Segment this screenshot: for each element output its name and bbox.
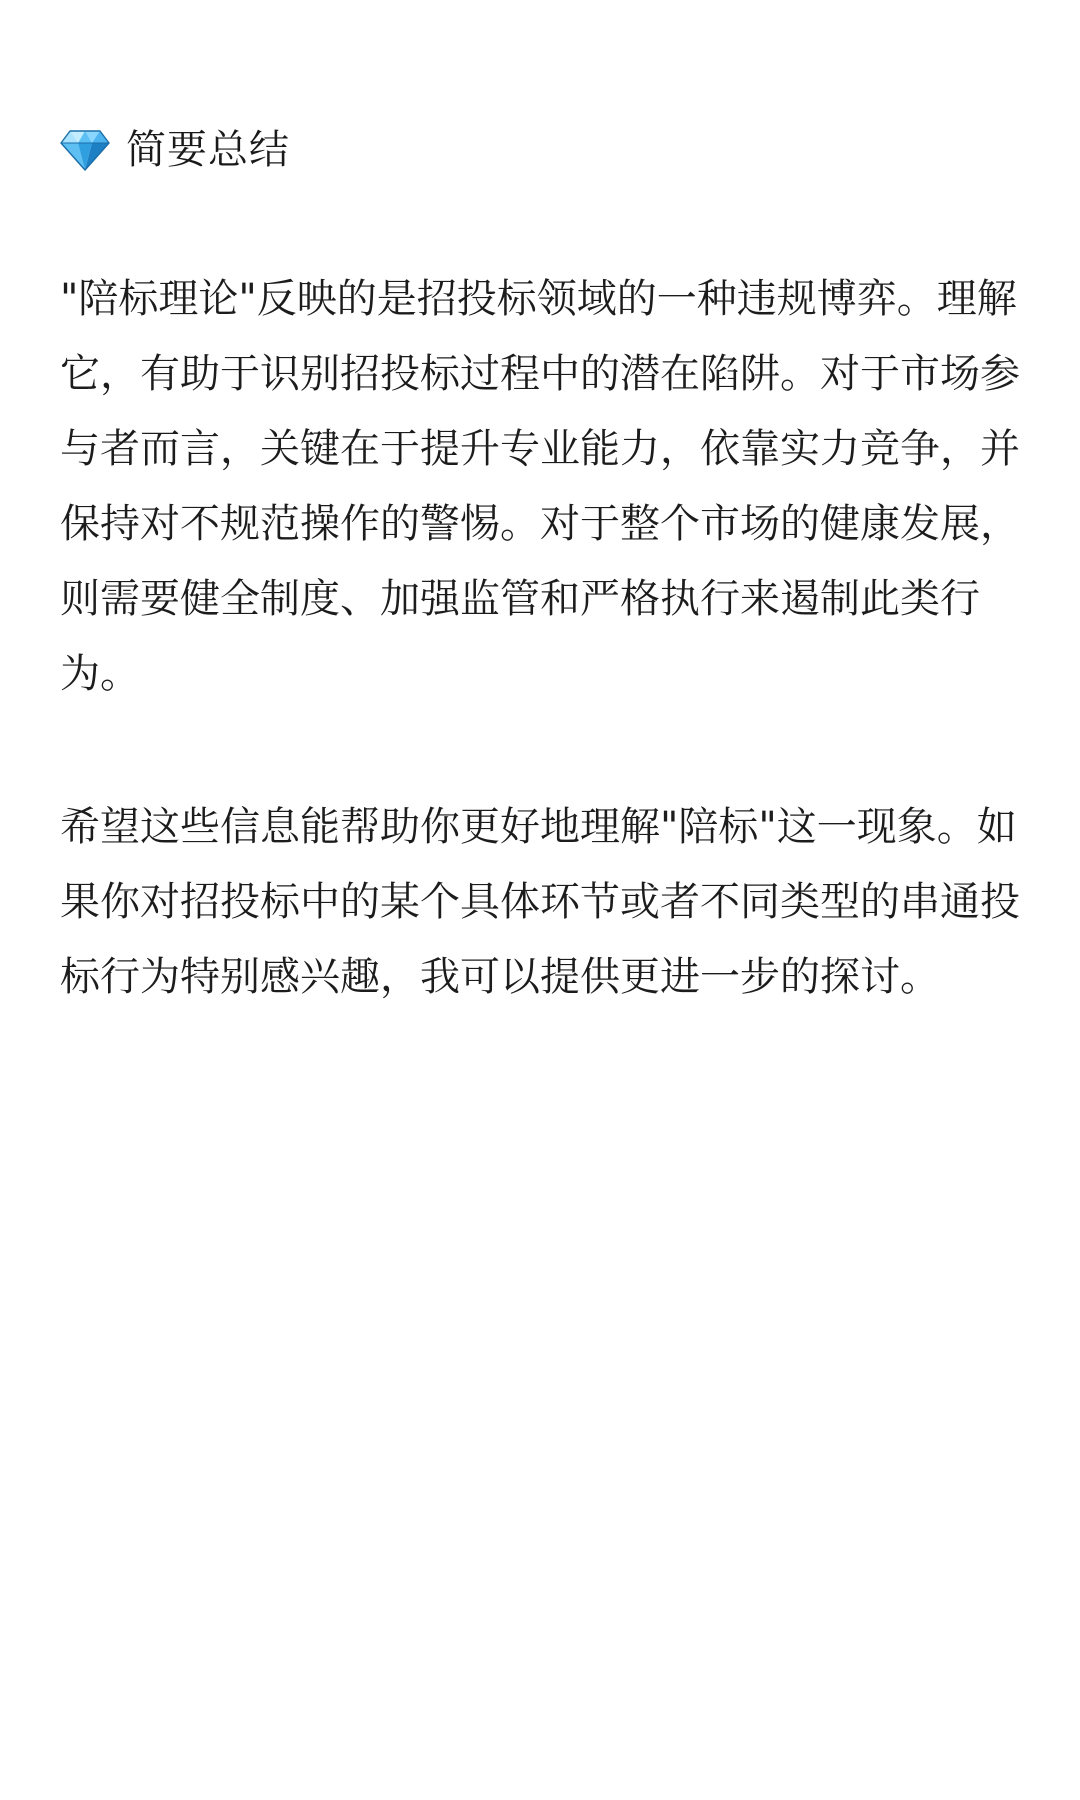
diamond-icon [60, 128, 110, 172]
summary-paragraph-2: 希望这些信息能帮助你更好地理解"陪标"这一现象。如果你对招投标中的某个具体环节或者不同类型的串通投标行为特别感兴趣，我可以提供更进一步的探讨。 [60, 804, 1020, 1000]
summary-header [60, 118, 290, 182]
summary-paragraph-1: "陪标理论"反映的是招投标领域的一种违规博弈。理解它，有助于识别招投标过程中的潜在陷阱。对于市场参与者而言，关键在于提升专业能力，依靠实力竞争，并保持对不规范操作的警惕。对于整个市场的健康发展，则需要健全制度、加强监管和严格执行来遏制此类行为。 [60, 276, 1020, 697]
summary-title: 简要总结 [126, 127, 290, 173]
